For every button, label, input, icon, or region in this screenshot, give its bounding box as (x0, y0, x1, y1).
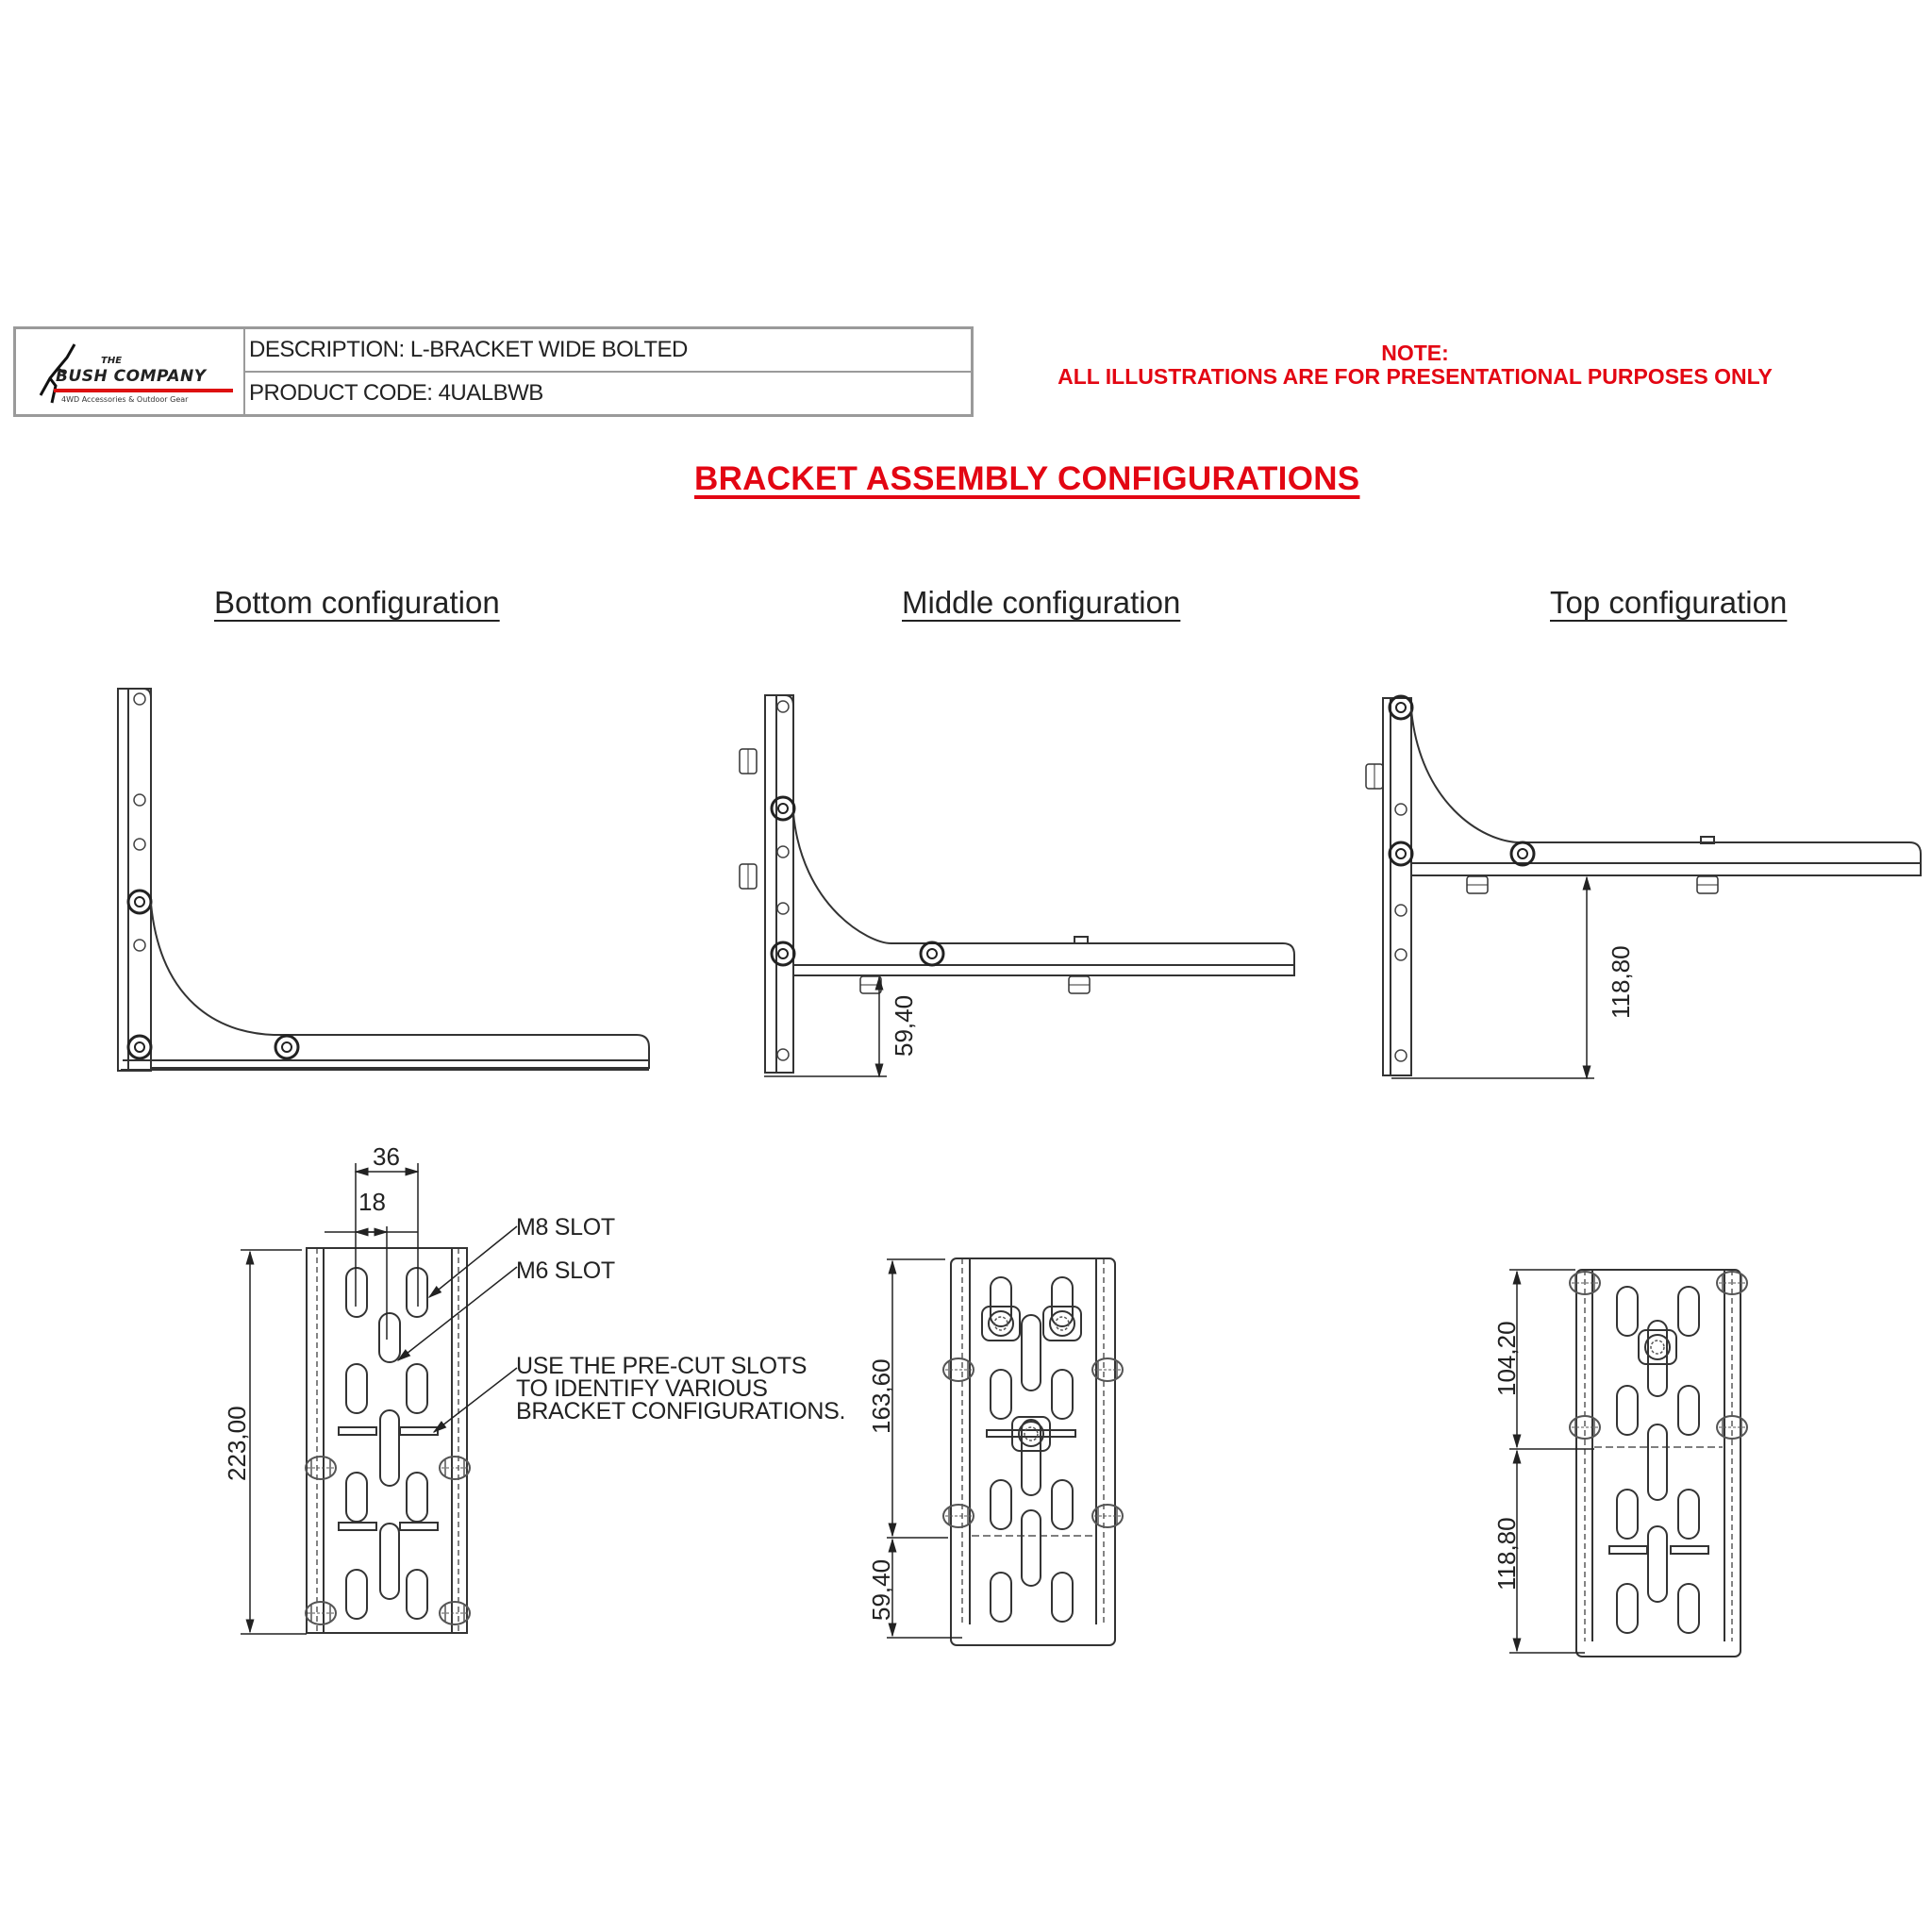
callout-line-3: BRACKET CONFIGURATIONS. (516, 1398, 846, 1424)
top-config-side-view (1366, 696, 1921, 1075)
top-front-dimensions (1509, 1270, 1594, 1653)
top-config-front-view (1570, 1270, 1747, 1657)
callout-line-1: USE THE PRE-CUT SLOTS (516, 1353, 808, 1379)
dim-104-20: 104,20 (1492, 1321, 1521, 1396)
dim-223: 223,00 (223, 1406, 251, 1481)
logo-the: THE (101, 356, 123, 366)
label-top-configuration: Top configuration (1550, 585, 1788, 620)
bottom-config-side-view (118, 689, 649, 1071)
logo-name: BUSH COMPANY (56, 367, 207, 386)
page-title: BRACKET ASSEMBLY CONFIGURATIONS (694, 460, 1360, 497)
note-heading: NOTE: (1381, 341, 1449, 365)
dim-59-40: 59,40 (867, 1558, 895, 1621)
middle-side-height-dimension: 59,40 (890, 994, 918, 1057)
dim-18: 18 (358, 1188, 386, 1216)
top-side-height-dimension: 118,80 (1607, 945, 1635, 1019)
dim-163-60: 163,60 (867, 1358, 895, 1434)
note-text: ALL ILLUSTRATIONS ARE FOR PRESENTATIONAL PURPOSES ONLY (1058, 364, 1773, 389)
bottom-front-dimensions (241, 1163, 517, 1634)
middle-config-side-view (740, 695, 1294, 1073)
dim-36: 36 (373, 1142, 400, 1171)
label-bottom-configuration: Bottom configuration (214, 585, 500, 620)
logo-tagline: 4WD Accessories & Outdoor Gear (61, 395, 189, 404)
callout-m8-slot: M8 SLOT (516, 1214, 615, 1241)
callout-m6-slot: M6 SLOT (516, 1257, 615, 1284)
middle-config-front-view (943, 1258, 1123, 1645)
callout-precut-slots (516, 1355, 845, 1423)
callout-line-2: TO IDENTIFY VARIOUS (516, 1375, 768, 1402)
product-code: PRODUCT CODE: 4UALBWB (245, 371, 971, 414)
label-middle-configuration: Middle configuration (902, 585, 1181, 620)
middle-side-dimension (764, 977, 887, 1076)
dim-118-80: 118,80 (1492, 1517, 1521, 1591)
description: DESCRIPTION: L-BRACKET WIDE BOLTED (249, 337, 688, 362)
top-side-dimension (1391, 877, 1594, 1078)
bottom-config-front-view (306, 1248, 470, 1633)
